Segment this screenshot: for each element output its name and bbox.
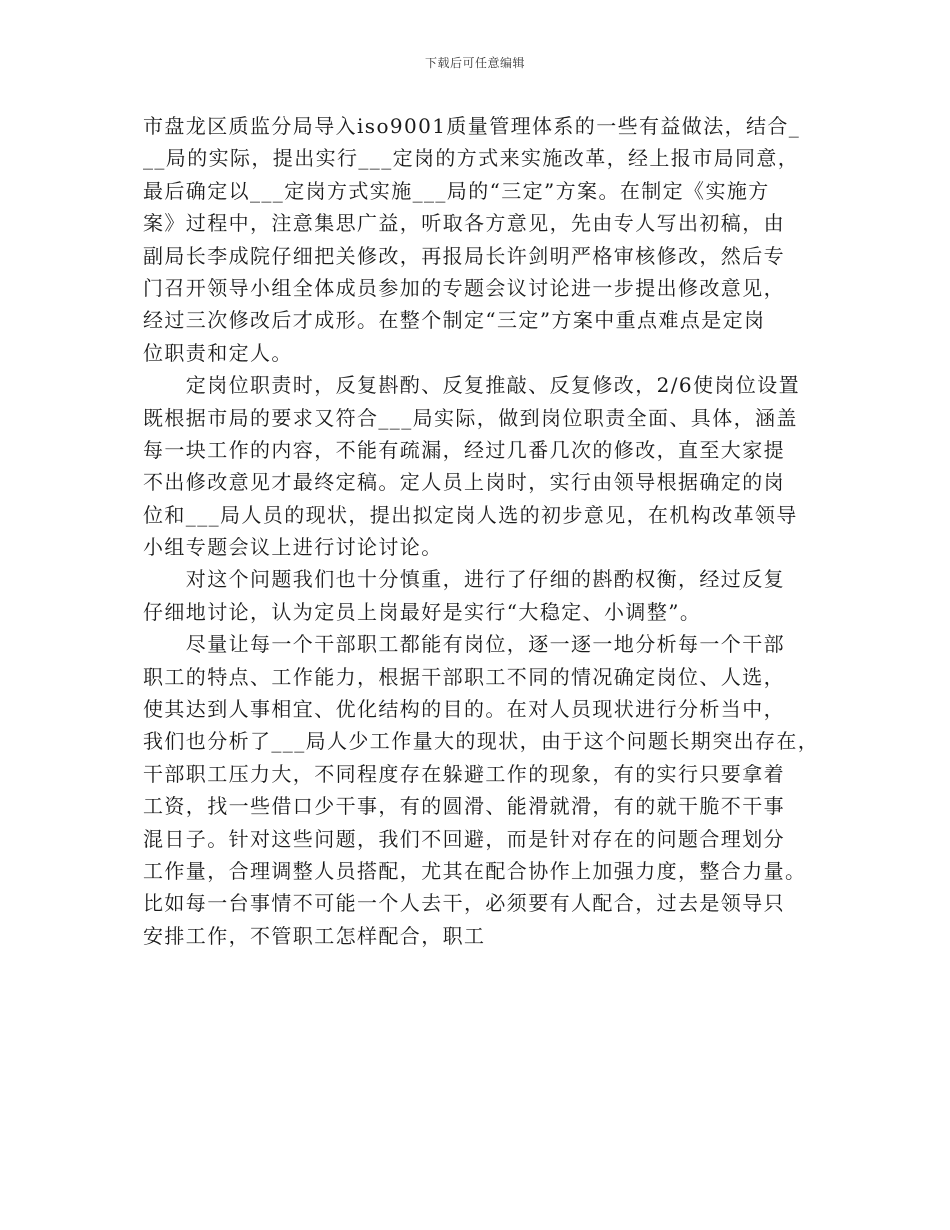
text-line: 对这个问题我们也十分慎重，进行了仔细的斟酌权衡，经过反复 bbox=[143, 567, 785, 592]
text-line: 安排工作，不管职工怎样配合，职工 bbox=[143, 923, 486, 948]
text-line: 最后确定以___定岗方式实施___局的“三定”方案。在制定《实施方 bbox=[143, 178, 770, 203]
text-line: 比如每一台事情不可能一个人去干，必须要有人配合，过去是领导只 bbox=[143, 891, 785, 916]
text-line: 经过三次修改后才成形。在整个制定“三定”方案中重点难点是定岗 bbox=[143, 308, 766, 333]
text-line: 工作量，合理调整人员搭配，尤其在配合协作上加强力度，整合力量。 bbox=[143, 858, 807, 883]
text-line: 仔细地讨论，认为定员上岗最好是实行“大稳定、小调整”。 bbox=[143, 599, 702, 624]
text-line: 每一块工作的内容，不能有疏漏，经过几番几次的修改，直至大家提 bbox=[143, 437, 785, 462]
text-line: 职工的特点、工作能力，根据干部职工不同的情况确定岗位、人选， bbox=[143, 664, 785, 689]
text-line: 尽量让每一个干部职工都能有岗位，逐一逐一地分析每一个干部 bbox=[143, 632, 785, 657]
text-line: 副局长李成院仔细把关修改，再报局长许剑明严格审核修改，然后专 bbox=[143, 243, 785, 268]
text-line: 干部职工压力大，不同程度存在躲避工作的现象，有的实行只要拿着 bbox=[143, 761, 785, 786]
text-line: 使其达到人事相宜、优化结构的目的。在对人员现状进行分析当中， bbox=[143, 697, 785, 722]
text-line: 我们也分析了___局人少工作量大的现状，由于这个问题长期突出存在， bbox=[143, 729, 820, 754]
text-line: 不出修改意见才最终定稿。定人员上岗时，实行由领导根据确定的岗 bbox=[143, 470, 785, 495]
text-line: 市盘龙区质监分局导入iso9001质量管理体系的一些有益做法，结合_ bbox=[143, 114, 801, 138]
header-note: 下载后可任意编辑 bbox=[424, 56, 525, 70]
text-line: 位和___局人员的现状，提出拟定岗人选的初步意见，在机构改革领导 bbox=[143, 502, 798, 527]
text-line: 混日子。针对这些问题，我们不回避，而是针对存在的问题合理划分 bbox=[143, 826, 785, 851]
text-line: 案》过程中，注意集思广益，听取各方意见，先由专人写出初稿，由 bbox=[143, 211, 785, 236]
text-line: 既根据市局的要求又符合___局实际，做到岗位职责全面、具体，涵盖 bbox=[143, 405, 798, 430]
text-line: 门召开领导小组全体成员参加的专题会议讨论进一步提出修改意见， bbox=[143, 275, 785, 300]
text-line: __局的实际，提出实行___定岗的方式来实施改革，经上报市局同意， bbox=[143, 146, 800, 171]
text-line: 工资，找一些借口少干事，有的圆滑、能滑就滑，有的就干脆不干事 bbox=[143, 794, 785, 819]
body-text bbox=[143, 110, 820, 952]
text-line: 位职责和定人。 bbox=[143, 340, 293, 365]
text-line: 定岗位职责时，反复斟酌、反复推敲、反复修改，2/6使岗位设置 bbox=[143, 373, 800, 398]
text-line: 小组专题会议上进行讨论讨论。 bbox=[143, 535, 443, 560]
